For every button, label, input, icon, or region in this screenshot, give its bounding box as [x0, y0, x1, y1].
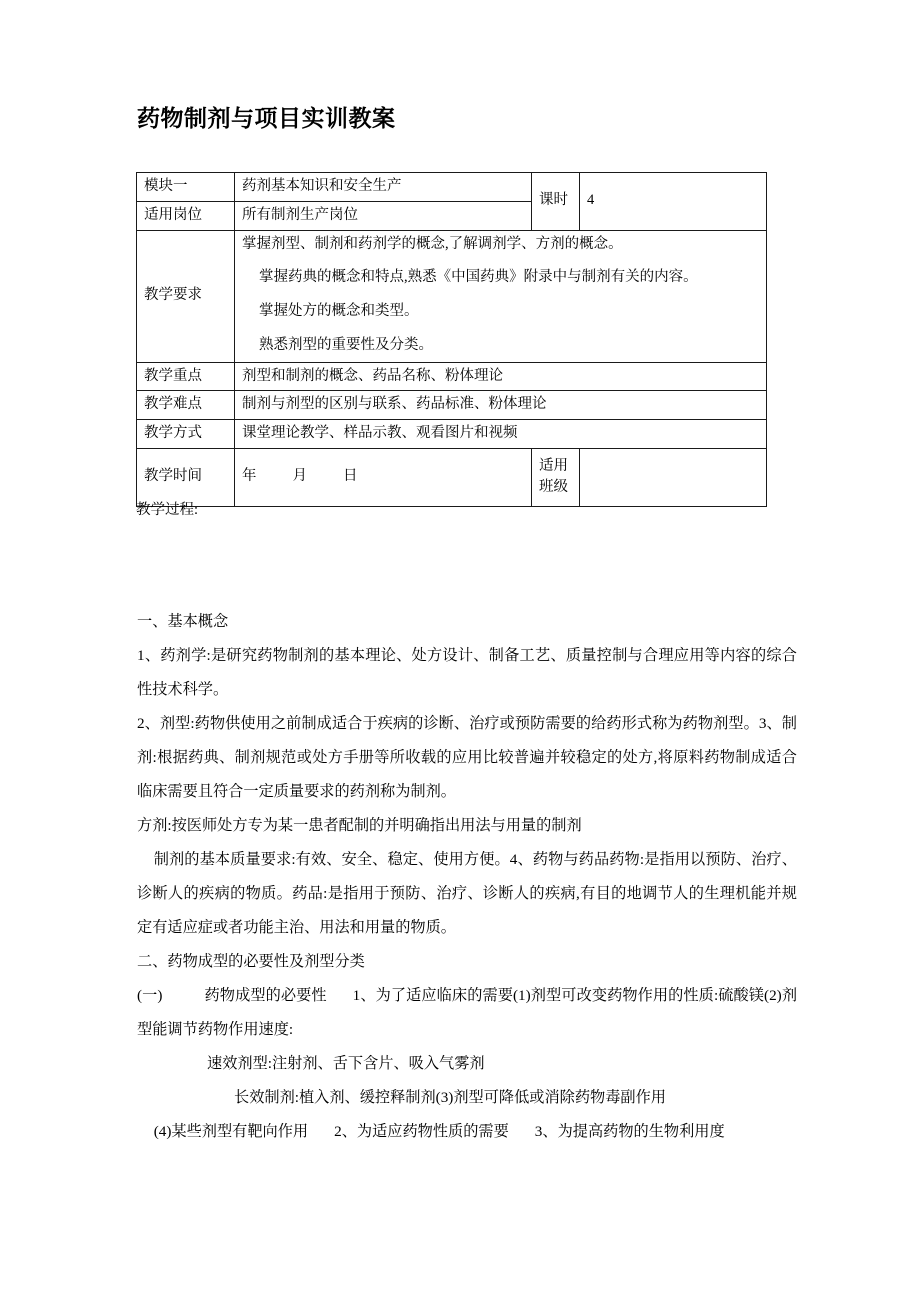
- cell-method-value: 课堂理论教学、样品示教、观看图片和视频: [235, 420, 767, 449]
- paragraph-7: 长效制剂:植入剂、缓控释制剂(3)剂型可降低或消除药物毒副作用: [234, 1089, 666, 1106]
- table-row: [137, 362, 767, 391]
- section-heading-two: 二、药物成型的必要性及剂型分类: [137, 953, 365, 970]
- requirement-line: 掌握剂型、制剂和药剂学的概念,了解调剂学、方剂的概念。: [242, 235, 623, 252]
- table-row: [137, 420, 767, 449]
- cell-module-value: 药剂基本知识和安全生产: [235, 173, 532, 202]
- cell-method-label: 教学方式: [137, 420, 235, 449]
- cell-requirements-label: 教学要求: [137, 230, 235, 362]
- paragraph-2: 2、剂型:药物供使用之前制成适合于疾病的诊断、治疗或预防需要的给药形式称为药物剂型。3、制剂:根据药典、制剂规范或处方手册等所收载的应用比较普遍并较稳定的处方,将原料药物制成适合临床需要且符合一定质量要求的药剂称为制剂。: [137, 715, 797, 800]
- paragraph-3: 方剂:按医师处方专为某一患者配制的并明确指出用法与用量的制剂: [137, 817, 582, 834]
- cell-key-points-value: 剂型和制剂的概念、药品名称、粉体理论: [235, 362, 767, 391]
- page-title: 药物制剂与项目实训教案: [137, 106, 396, 132]
- paragraph-5-marker: (一): [137, 987, 163, 1004]
- lesson-plan-table: [136, 172, 767, 507]
- lesson-content: [137, 605, 797, 1149]
- cell-key-points-label: 教学重点: [137, 362, 235, 391]
- time-day: 日: [343, 468, 358, 485]
- paragraph-5-sub: 药物成型的必要性: [204, 987, 327, 1004]
- table-row: [137, 230, 767, 362]
- cell-time-label: 教学时间: [137, 448, 235, 506]
- section-heading-one: 一、基本概念: [137, 613, 229, 630]
- paragraph-6: 速效剂型:注射剂、舌下含片、吸入气雾剂: [207, 1055, 485, 1072]
- cell-requirements-value: [235, 230, 767, 362]
- cell-hours-label: 课时: [532, 173, 580, 231]
- paragraph-4: 制剂的基本质量要求:有效、安全、稳定、使用方便。4、药物与药品药物:是指用以预防、治疗、诊断人的疾病的物质。药品:是指用于预防、治疗、诊断人的疾病,有目的地调节人的生理机能并规定有适应症或者功能主治、用法和用量的物质。: [137, 851, 797, 936]
- paragraph-8-b: 2、为适应药物性质的需要: [334, 1123, 509, 1140]
- paragraph-5-text: 1、为了适应临床的需要(1)剂型可改变药物作用的性质:硫酸镁(2)剂型能调节药物作用速度:: [137, 987, 798, 1038]
- time-month: 月: [292, 468, 307, 485]
- cell-position-label: 适用岗位: [137, 201, 235, 230]
- paragraph-1: 1、药剂学:是研究药物制剂的基本理论、处方设计、制备工艺、质量控制与合理应用等内容的综合性技术科学。: [137, 647, 797, 698]
- cell-class-label: 适用班级: [532, 448, 580, 506]
- table-row: [137, 391, 767, 420]
- cell-module-label: 模块一: [137, 173, 235, 202]
- cell-class-value: [580, 448, 767, 506]
- requirement-line: 熟悉剂型的重要性及分类。: [259, 336, 433, 353]
- paragraph-8-c: 3、为提高药物的生物利用度: [534, 1123, 725, 1140]
- requirement-line: 掌握处方的概念和类型。: [259, 303, 419, 319]
- cell-time-value: [235, 448, 532, 506]
- time-year: 年: [242, 468, 257, 485]
- paragraph-8-a: (4)某些剂型有靶向作用: [153, 1123, 309, 1140]
- paragraph-5: [137, 979, 797, 1047]
- requirement-line: 掌握药典的概念和特点,熟悉《中国药典》附录中与制剂有关的内容。: [259, 269, 698, 286]
- teaching-process-label: 教学过程:: [136, 502, 199, 518]
- paragraph-8: [137, 1115, 797, 1149]
- cell-difficult-points-label: 教学难点: [137, 391, 235, 420]
- table-row: [137, 173, 767, 202]
- cell-position-value: 所有制剂生产岗位: [235, 201, 532, 230]
- cell-difficult-points-value: 制剂与剂型的区别与联系、药品标准、粉体理论: [235, 391, 767, 420]
- table-row: [137, 448, 767, 506]
- cell-hours-value: 4: [580, 173, 767, 231]
